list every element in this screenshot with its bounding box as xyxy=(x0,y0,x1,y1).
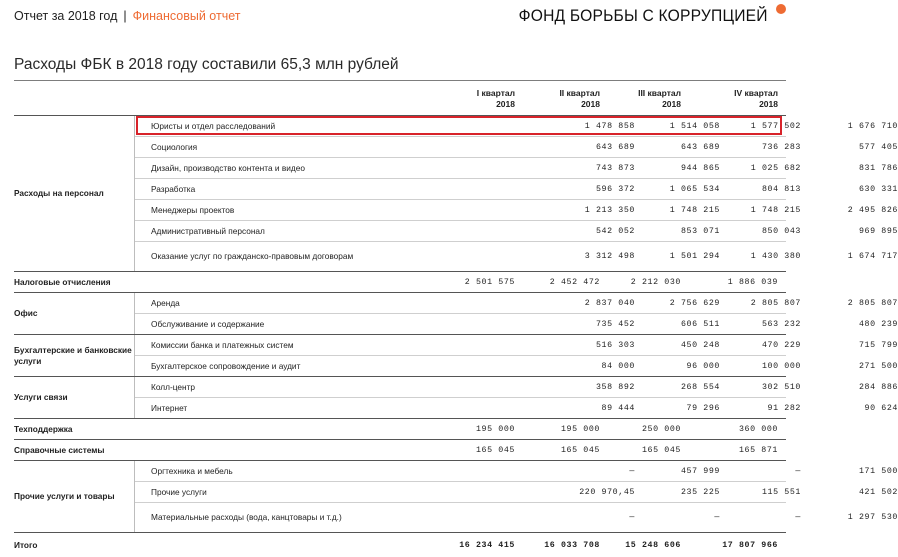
cell-value-q3: 165 045 xyxy=(641,445,681,455)
cell-value-q4: 969 895 xyxy=(858,226,898,236)
cell-value-q3: 100 000 xyxy=(761,361,801,371)
table-row xyxy=(135,461,898,482)
cell-value-q3: 250 000 xyxy=(641,424,681,434)
cell-value-q2: 2 452 472 xyxy=(549,277,600,287)
cell-value-q4: 1 297 530 xyxy=(847,513,898,522)
cell-value-q2: 1 748 215 xyxy=(669,205,720,215)
cell-value-q4: 715 799 xyxy=(858,340,898,350)
report-year-label: Отчет за 2018 год xyxy=(14,9,118,23)
cell-value-q1: 743 873 xyxy=(595,163,635,173)
cell-value-q2: — xyxy=(714,513,720,522)
category-label: Налоговые отчисления xyxy=(14,276,111,287)
cell-value-q1: 2 501 575 xyxy=(464,277,515,287)
section-label: Финансовый отчет xyxy=(132,9,241,23)
cell-value-q1: — xyxy=(629,513,635,522)
cell-value-q3: 804 813 xyxy=(761,184,801,194)
header-breadcrumb xyxy=(14,9,240,23)
row-label: Комиссии банка и платежных систем xyxy=(151,339,294,350)
table-row xyxy=(135,179,898,200)
cell-value-q3: 302 510 xyxy=(761,382,801,392)
cell-value-q4: 1 886 039 xyxy=(727,277,778,287)
cell-value-q4: 1 676 710 xyxy=(847,121,898,131)
expenses-table xyxy=(14,82,898,557)
category-row xyxy=(14,440,786,461)
cell-value-q2: 16 033 708 xyxy=(544,540,600,550)
cell-value-q2: 235 225 xyxy=(680,487,720,497)
cell-value-q2: 2 756 629 xyxy=(669,298,720,308)
category-group xyxy=(14,116,898,272)
category-label: Офис xyxy=(14,308,38,318)
org-logo-text: ФОНД БОРЬБЫ С КОРРУПЦИЕЙ xyxy=(518,6,768,25)
cell-value-q3: 1 577 502 xyxy=(750,121,801,131)
row-label: Интернет xyxy=(151,402,188,413)
highlight-box xyxy=(136,116,782,135)
table-row xyxy=(135,482,898,503)
total-row xyxy=(14,533,786,557)
cell-value-q4: 2 495 826 xyxy=(847,205,898,215)
row-label: Аренда xyxy=(151,297,180,308)
row-label: Оказание услуг по гражданско-правовым договорам xyxy=(151,251,354,261)
cell-value-q1: 220 970,45 xyxy=(579,487,635,497)
page-title: Расходы ФБК в 2018 году составили 65,3 млн рублей xyxy=(14,56,399,73)
cell-value-q1: 2 837 040 xyxy=(584,298,635,308)
table-row xyxy=(135,398,898,418)
cell-value-q3: 91 282 xyxy=(767,403,801,413)
table-row xyxy=(135,293,898,314)
cell-value-q1: 358 892 xyxy=(595,382,635,392)
cell-value-q1: 84 000 xyxy=(601,361,635,371)
cell-value-q1: 165 045 xyxy=(475,445,515,455)
table-row xyxy=(135,221,898,242)
cell-value-q1: 1 213 350 xyxy=(584,205,635,215)
table-body xyxy=(14,116,898,557)
cell-value-q1: 516 303 xyxy=(595,340,635,350)
report-header xyxy=(14,7,786,29)
cell-value-q4: 271 500 xyxy=(858,361,898,371)
cell-value-q2: 606 511 xyxy=(680,319,720,329)
header-separator: | xyxy=(123,9,127,23)
cell-value-q4: 577 405 xyxy=(858,142,898,152)
cell-value-q2: 1 065 534 xyxy=(669,184,720,194)
cell-value-q4: 480 239 xyxy=(858,319,898,329)
cell-value-q1: 643 689 xyxy=(595,142,635,152)
table-row xyxy=(135,200,898,221)
cell-value-q3: 2 805 807 xyxy=(750,298,801,308)
top-divider xyxy=(14,80,786,81)
row-label: Социология xyxy=(151,141,198,152)
cell-value-q3: 1 430 380 xyxy=(750,252,801,261)
table-row xyxy=(135,314,898,334)
cell-value-q3: 115 551 xyxy=(761,487,801,497)
row-label: Административный персонал xyxy=(151,225,265,236)
category-label: Справочные системы xyxy=(14,444,105,455)
category-label: Расходы на персонал xyxy=(14,188,104,198)
cell-value-q2: 79 296 xyxy=(686,403,720,413)
cell-value-q1: 1 478 858 xyxy=(584,121,635,131)
row-label: Прочие услуги xyxy=(151,486,207,497)
row-label: Бухгалтерское сопровождение и аудит xyxy=(151,360,301,371)
cell-value-q1: 735 452 xyxy=(595,319,635,329)
category-label: Итого xyxy=(14,539,38,550)
cell-value-q3: 1 025 682 xyxy=(750,163,801,173)
table-header xyxy=(14,82,786,116)
cell-value-q4: 831 786 xyxy=(858,163,898,173)
cell-value-q3: — xyxy=(795,466,801,476)
row-label: Дизайн, производство контента и видео xyxy=(151,162,305,173)
cell-value-q4: 171 500 xyxy=(858,466,898,476)
cell-value-q3: 850 043 xyxy=(761,226,801,236)
table-row xyxy=(135,356,898,376)
category-label: Услуги связи xyxy=(14,392,68,402)
column-header-q3: III квартал 2018 xyxy=(638,88,681,109)
cell-value-q3: 1 748 215 xyxy=(750,205,801,215)
row-label: Юристы и отдел расследований xyxy=(151,120,276,131)
cell-value-q1: 89 444 xyxy=(601,403,635,413)
table-row xyxy=(135,137,898,158)
category-label: Прочие услуги и товары xyxy=(14,491,115,501)
cell-value-q3: 15 248 606 xyxy=(625,540,681,550)
cell-value-q2: 195 000 xyxy=(560,424,600,434)
cell-value-q2: 1 514 058 xyxy=(669,121,720,131)
column-header-q4: IV квартал 2018 xyxy=(734,88,778,109)
cell-value-q4: 90 624 xyxy=(864,403,898,413)
table-row xyxy=(135,158,898,179)
cell-value-q4: 2 805 807 xyxy=(847,298,898,308)
row-label: Материальные расходы (вода, канцтовары и т.д.) xyxy=(151,512,342,522)
cell-value-q4: 284 886 xyxy=(858,382,898,392)
cell-value-q1: 542 052 xyxy=(595,226,635,236)
cell-value-q2: 944 865 xyxy=(680,163,720,173)
cell-value-q2: 643 689 xyxy=(680,142,720,152)
category-label: Бухгалтерские и банковские услуги xyxy=(14,344,132,366)
cell-value-q1: 195 000 xyxy=(475,424,515,434)
row-label: Разработка xyxy=(151,183,196,194)
cell-value-q3: 736 283 xyxy=(761,142,801,152)
row-label: Оргтехника и мебель xyxy=(151,465,233,476)
row-label: Колл-центр xyxy=(151,381,195,392)
cell-value-q3: 2 212 030 xyxy=(630,277,681,287)
cell-value-q4: 421 502 xyxy=(858,487,898,497)
cell-value-q4: 360 000 xyxy=(738,424,778,434)
cell-value-q3: 563 232 xyxy=(761,319,801,329)
column-header-q2: II квартал 2018 xyxy=(559,88,600,109)
cell-value-q2: 450 248 xyxy=(680,340,720,350)
row-label: Обслуживание и содержание xyxy=(151,318,265,329)
cell-value-q2: 853 071 xyxy=(680,226,720,236)
cell-value-q3: — xyxy=(795,513,801,522)
table-row xyxy=(135,503,898,532)
cell-value-q2: 96 000 xyxy=(686,361,720,371)
cell-value-q1: 16 234 415 xyxy=(459,540,515,550)
table-row xyxy=(135,377,898,398)
cell-value-q4: 165 871 xyxy=(738,445,778,455)
category-row xyxy=(14,419,786,440)
cell-value-q2: 457 999 xyxy=(680,466,720,476)
cell-value-q4: 1 674 717 xyxy=(847,252,898,261)
table-row xyxy=(135,242,898,271)
cell-value-q1: 596 372 xyxy=(595,184,635,194)
cell-value-q2: 165 045 xyxy=(560,445,600,455)
category-group xyxy=(14,293,898,335)
cell-value-q4: 17 807 966 xyxy=(722,540,778,550)
cell-value-q2: 1 501 294 xyxy=(669,252,720,261)
category-group xyxy=(14,461,898,533)
category-row xyxy=(14,272,786,293)
column-header-q1: I квартал 2018 xyxy=(476,88,515,109)
category-group xyxy=(14,335,898,377)
table-row xyxy=(135,335,898,356)
cell-value-q1: 3 312 498 xyxy=(584,252,635,261)
cell-value-q4: 630 331 xyxy=(858,184,898,194)
logo-dot-icon xyxy=(776,4,786,14)
cell-value-q1: — xyxy=(629,466,635,476)
cell-value-q2: 268 554 xyxy=(680,382,720,392)
category-label: Техподдержка xyxy=(14,423,73,434)
category-group xyxy=(14,377,898,419)
row-label: Менеджеры проектов xyxy=(151,204,235,215)
cell-value-q3: 470 229 xyxy=(761,340,801,350)
